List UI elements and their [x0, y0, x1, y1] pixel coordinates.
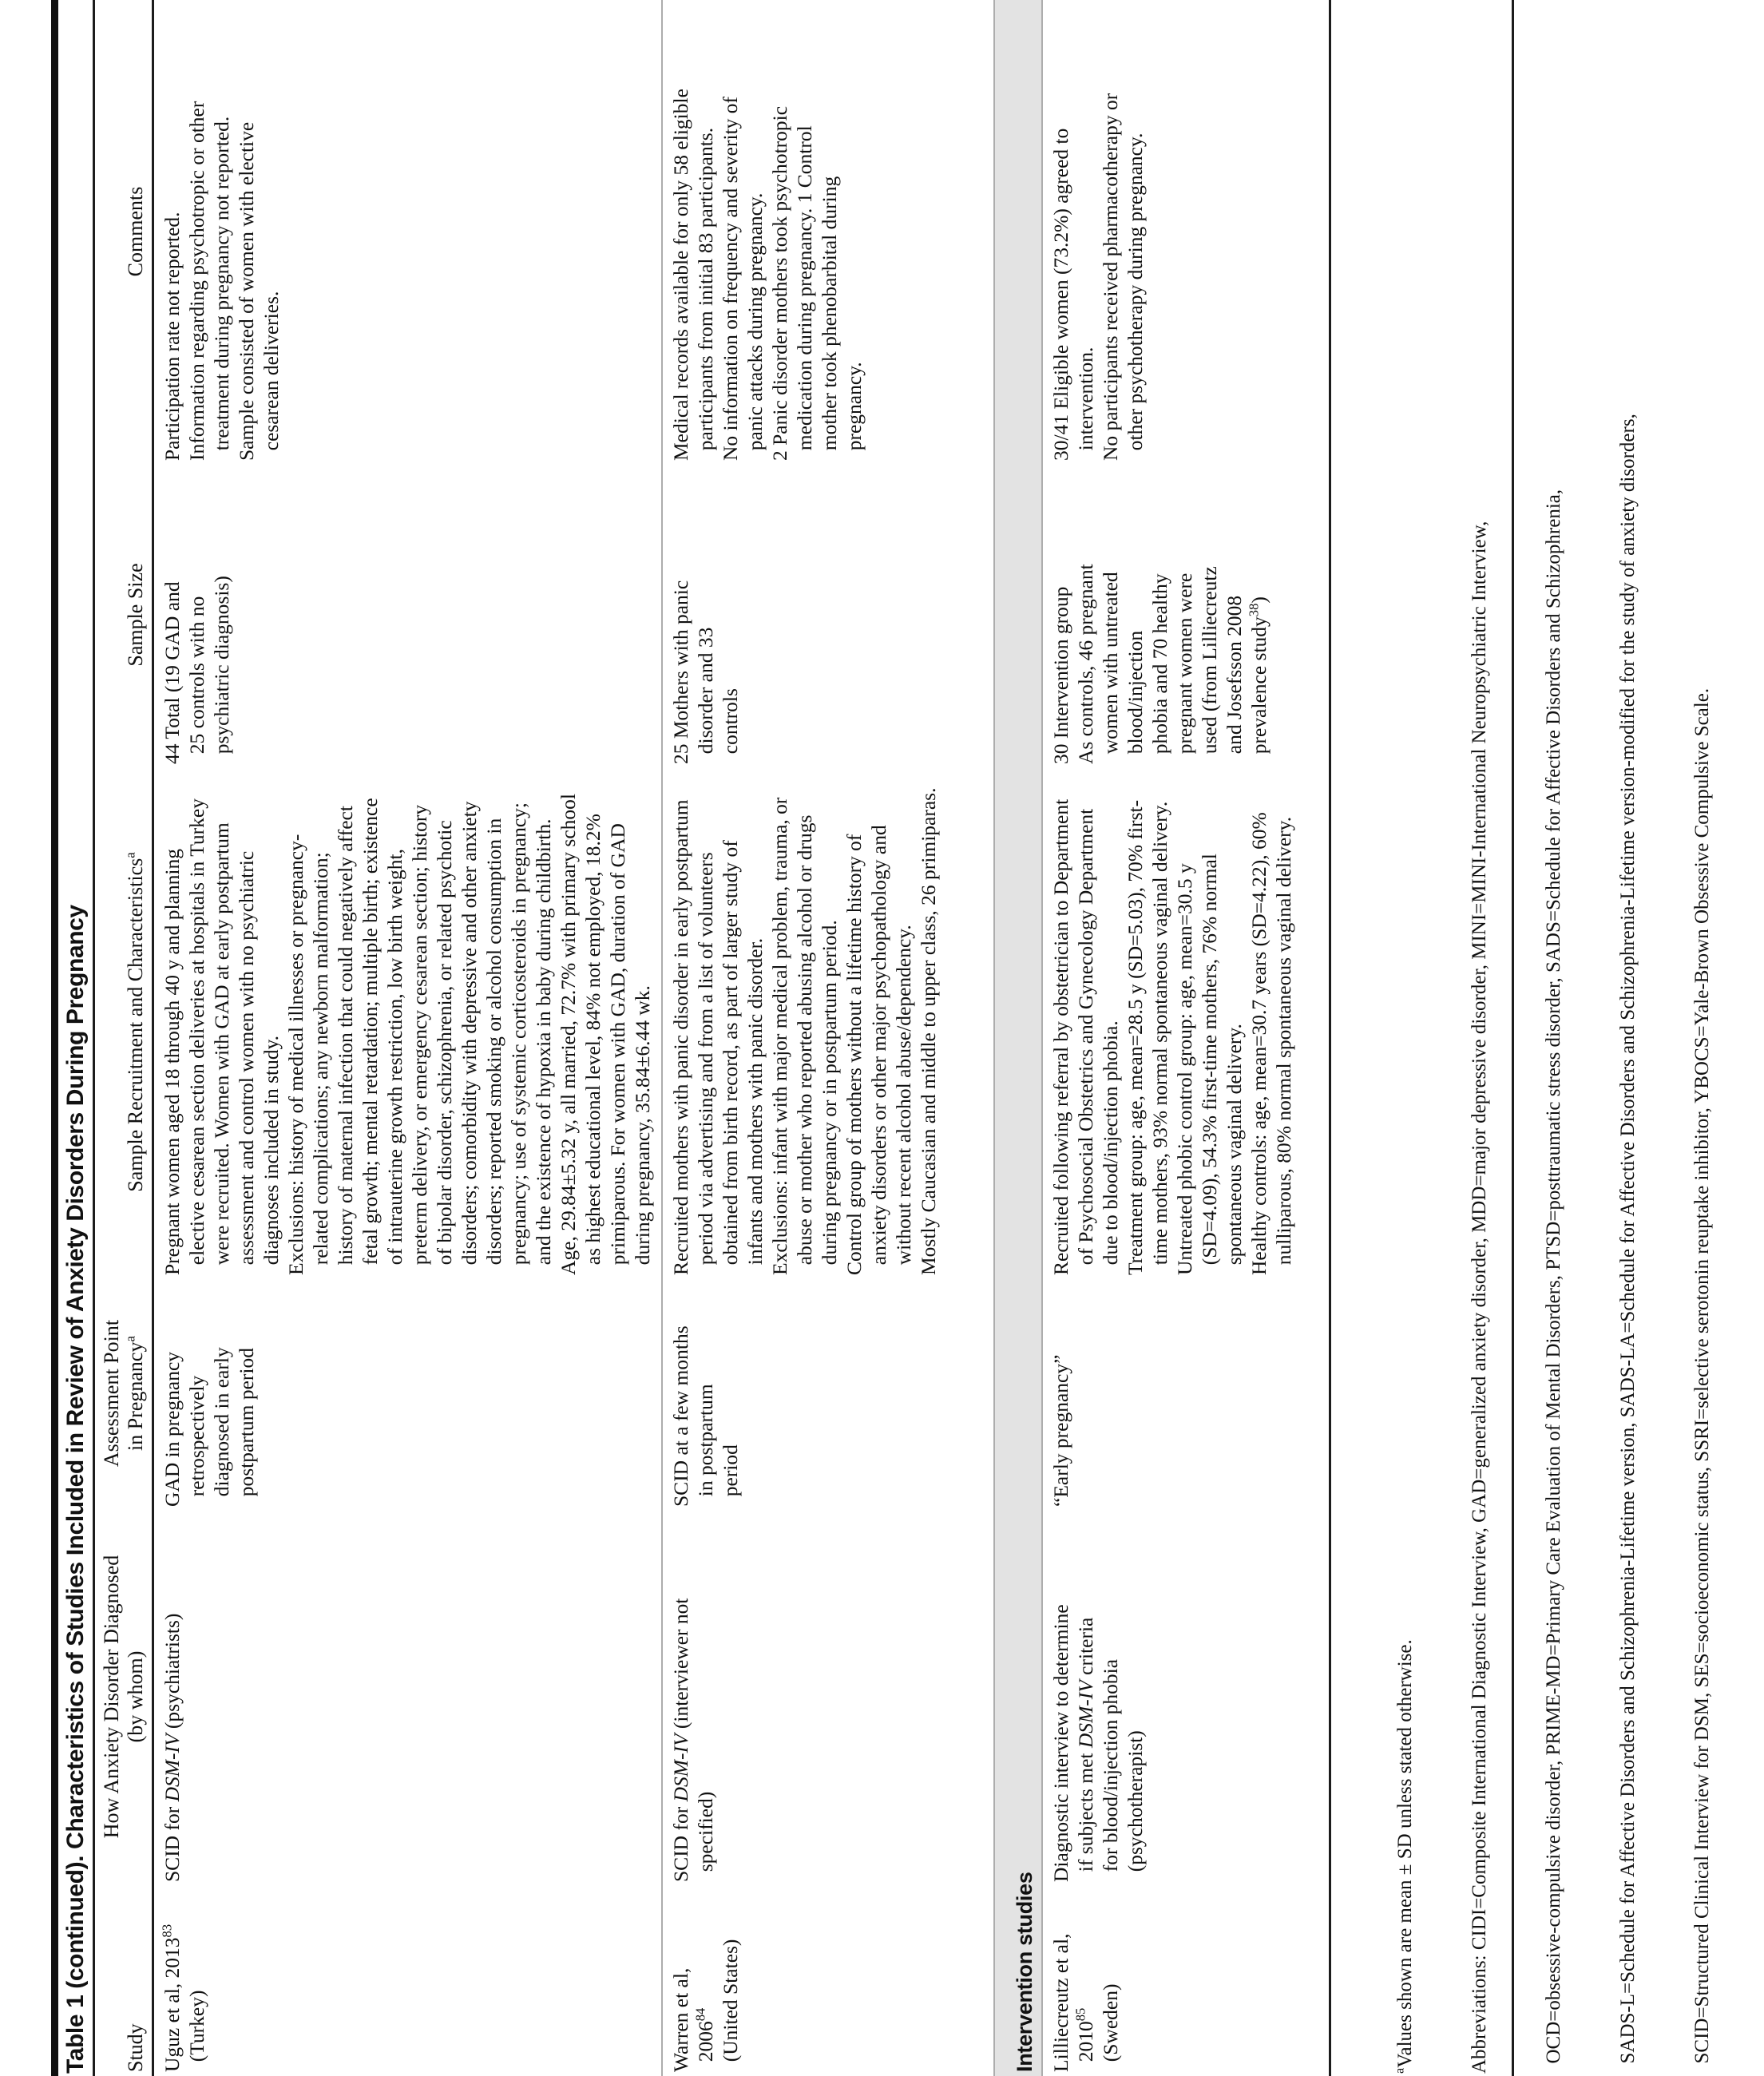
- cell-lilliecreutz-recruitment: Recruited following referral by obstetrician to Department of Psychosocial Obstetrics and Gynecology Department due to blood/injection phobia. Treatment group: age, mean=28.5 y (SD=5.03), 70% first- time mothers, 93% normal spontaneous vaginal delivery. Untreated phobic control group: age, mean=30.5 y (SD=4.09), 54.3% first-time mothers, 76% normal spontaneous vaginal delivery. Healthy controls: age, mean=30.7 years (SD=4.22), 60% nulliparous, 80% normal spontaneous vaginal delivery.: [1042, 767, 1330, 1278]
- cell-lilliecreutz-diagnosed: Diagnostic interview to determine if subjects met DSM-IV criteria for blood/injection phobia (psychotherapist): [1042, 1509, 1330, 1884]
- column-header-assessment: Assessment Point in Pregnancy$^a$: [94, 1278, 153, 1509]
- table-row-lilliecreutz: [1042, 0, 1330, 2076]
- cell-lilliecreutz-sample-size: 30 Intervention group As controls, 46 pregnant women with untreated blood/injection phobia and 70 healthy pregnant women were used (from Lilliecreutz and Josefsson 2008 prevalence study$^{38}$): [1042, 463, 1330, 767]
- cell-uguz-comments: Participation rate not reported. Information regarding psychotropic or other treatment during pregnancy not reported. Sample consisted of women with elective cesarean deliveries.: [153, 0, 663, 463]
- footnote-abbreviations-cont-3: SCID=Structured Clinical Interview for DSM, SES=socioeconomic status, SSRI=selective serotonin reuptake inhibitor, YBOCS=Yale-Brown Obsessive Compulsive Scale.: [1691, 687, 1713, 2074]
- cell-lilliecreutz-assessment: “Early pregnancy”: [1042, 1278, 1330, 1509]
- cell-uguz-recruitment: Pregnant women aged 18 through 40 y and planning elective cesarean section deliveries at hospitals in Turkey were recruited. Women with GAD at early postpartum assessment and control women with no psychiatric diagnoses included in study. Exclusions: history of medical illnesses or pregnancy- related complications; any newborn malformation; history of maternal infection that could negatively affect fetal growth; mental retardation; multiple birth; existence of intrauterine growth restriction, low birth weight, preterm delivery, or emergency cesarean section; history of bipolar disorder, schizophrenia, or related psychotic disorders; comorbidity with depressive and other anxiety disorders; reported smoking or alcohol consumption in pregnancy; use of systemic corticosteroids in pregnancy; and the existence of hypoxia in baby during childbirth. Age, 29.84±5.32 y, all married, 72.7% with primary school as highest educational level, 84% not employed, 18.2% primiparous. For women with GAD, duration of GAD during pregnancy, 35.84±6.44 wk.: [153, 767, 663, 1278]
- footnote-values: $^a$Values shown are mean ± SD unless stated otherwise.: [1392, 1639, 1416, 2074]
- cell-warren-diagnosed: SCID for DSM-IV (interviewer not specified): [669, 1598, 717, 1882]
- column-header-comments: Comments: [94, 0, 153, 463]
- cell-uguz-diagnosed: SCID for DSM-IV (psychiatrists): [153, 1509, 663, 1884]
- table-row-uguz: [153, 0, 663, 2076]
- cell-uguz-assessment: GAD in pregnancy retrospectively diagnosed in early postpartum period: [153, 1278, 663, 1509]
- section-header-cell: [994, 0, 1042, 2076]
- cell-lilliecreutz-study: Lilliecreutz et al, 2010$^{85}$ (Sweden): [1042, 1884, 1330, 2076]
- table-bottom-rule: [1512, 0, 1514, 2076]
- cell-warren-study: Warren et al, 2006$^{84}$ (United States): [669, 1939, 742, 2072]
- table-header-row: [94, 0, 153, 2076]
- cell-warren-assessment: SCID at a few months in postpartum period: [669, 1325, 742, 1507]
- cell-uguz-study: Uguz et al, 2013$^{83}$ (Turkey): [153, 1884, 663, 2076]
- cell-warren-sample-size: 25 Mothers with panic disorder and 33 controls: [669, 580, 742, 764]
- footnote-abbreviations: Abbreviations: CIDI=Composite International Diagnostic Interview, GAD=generalized anxiety disorder, MDD=major depressive disorder, MINI=MINI-International Neuropsychiatric Interview,: [1468, 521, 1490, 2074]
- table-footnotes: [1343, 0, 1764, 2074]
- section-header-row: [994, 0, 1042, 2076]
- footnote-abbreviations-cont-2: SADS-L=Schedule for Affective Disorders and Schizophrenia-Lifetime version, SADS-LA=Schedule for Affective Disorders and Schizophrenia-Lifetime version-modified for the study of anxiety disorders,: [1616, 414, 1639, 2074]
- cell-uguz-sample-size: 44 Total (19 GAD and 25 controls with no psychiatric diagnosis): [153, 463, 663, 767]
- column-header-sample-size: Sample Size: [94, 463, 153, 767]
- cell-warren-recruitment: Recruited mothers with panic disorder in early postpartum period via advertising and from a list of volunteers obtained from birth record, as part of larger study of infants and mothers with panic disorder. Exclusions: infant with major medical problem, trauma, or abuse or mother who reported abusing alcohol or drugs during pregnancy or in postpartum period. Control group of mothers without a lifetime history of anxiety disorders or other major psychopathology and without recent alcohol abuse/dependency. Mostly Caucasian and middle to upper class, 26 primiparas.: [669, 787, 940, 1275]
- studies-table: [93, 0, 1331, 2076]
- column-header-diagnosed: How Anxiety Disorder Diagnosed (by whom): [94, 1509, 153, 1884]
- footnote-abbreviations-cont-1: OCD=obsessive-compulsive disorder, PRIME-MD=Primary Care Evaluation of Mental Disorders, PTSD=posttraumatic stress disorder, SADS=Schedule for Affective Disorders and Schizophrenia,: [1542, 489, 1564, 2074]
- section-header-label: Intervention studies: [1013, 1872, 1037, 2072]
- column-header-study: Study: [94, 1884, 153, 2076]
- cell-lilliecreutz-comments: 30/41 Eligible women (73.2%) agreed to intervention. No participants received pharmacotherapy or other psychotherapy during pregnancy.: [1042, 0, 1330, 463]
- table-top-thick-rule: [51, 0, 58, 2076]
- column-header-recruitment: Sample Recruitment and Characteristics$^a$: [94, 767, 153, 1278]
- table-row-warren: [662, 0, 994, 2076]
- table-title: Table 1 (continued). Characteristics of Studies Included in Review of Anxiety Disorders During Pregnancy: [62, 905, 89, 2074]
- cell-warren-comments: Medical records available for only 58 eligible participants from initial 83 participants. No information on frequency and severity of panic attacks during pregnancy. 2 Panic disorder mothers took psychotropic medication during pregnancy. 1 Control mother took phenobarbital during pregnancy.: [669, 89, 866, 461]
